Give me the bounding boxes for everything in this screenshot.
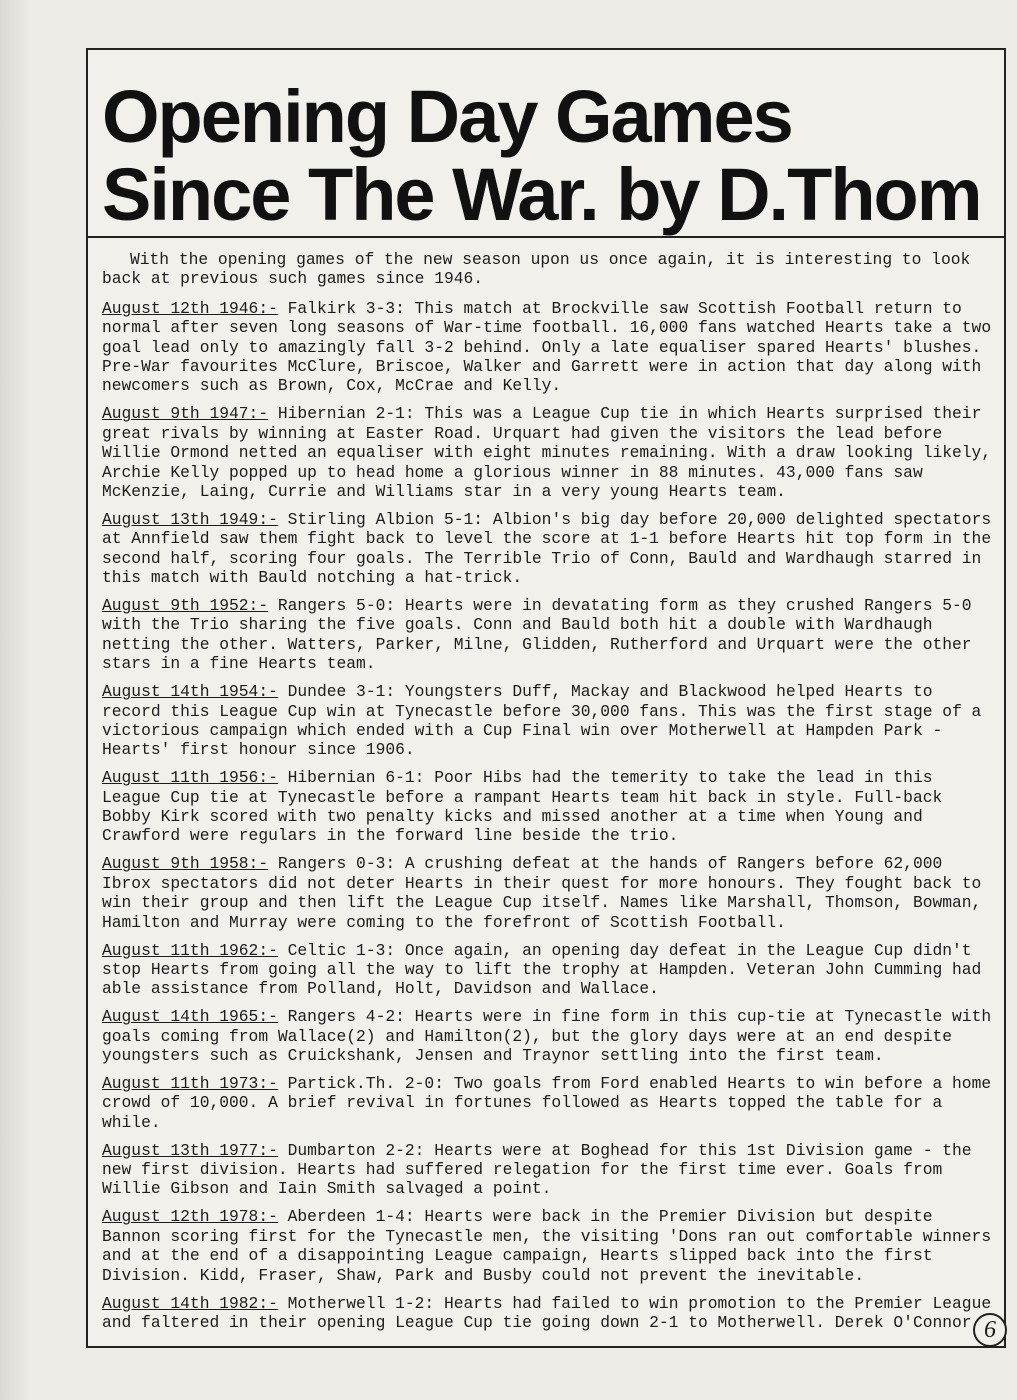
article-body (102, 250, 998, 1346)
match-date: August 14th 1965:- (102, 1007, 278, 1027)
match-text: Motherwell 1-2: Hearts had failed to win promotion to the Premier League and faltered in their opening League Cup tie going down 2-1 to Motherwell. Derek O'Connor (102, 1293, 992, 1332)
match-date: August 9th 1952:- (102, 596, 269, 615)
match-text: Rangers 4-2: Hearts were in fine form in this cup-tie at Tynecastle with goals coming from Wallace(2) and Hamilton(2), but the glory days were at an end despite youngsters such as Cruickshank, Jensen and Traynor settling into the first team. (102, 1007, 992, 1066)
title-line-2: Since The War. by D.Thom (102, 153, 981, 236)
match-text: Stirling Albion 5-1: Albion's big day before 20,000 delighted spectators at Annfield saw them fight back to level the score at 1-1 before Hearts hit top form in the second half, scoring four goals. The Terrible Trio of Conn, Bauld and Wardhaugh starred in this match with Bauld notching a hat-trick. (102, 509, 992, 588)
match-date: August 11th 1973:- (102, 1073, 278, 1093)
match-date: August 9th 1947:- (102, 404, 269, 424)
page-edge-shadow (0, 0, 30, 1400)
match-date: August 11th 1956:- (102, 768, 278, 788)
match-entry (102, 1074, 998, 1132)
match-text: Dumbarton 2-2: Hearts were at Boghead for this 1st Division game - the new first division. Hearts had suffered relegation for the first time ever. Goals from Willie Gibson and Iain Smith salvaged a point. (102, 1140, 972, 1199)
match-text: Partick.Th. 2-0: Two goals from Ford enabled Hearts to win before a home crowd of 10,000. A brief revival in fortunes followed as Hearts topped the table for a while. (102, 1073, 992, 1132)
match-entry (102, 768, 998, 846)
intro-paragraph: With the opening games of the new season upon us once again, it is interesting to look back at previous such games since 1946. (102, 250, 981, 289)
match-entry (102, 1207, 998, 1285)
match-date: August 9th 1958:- (102, 854, 269, 874)
match-date: August 13th 1949:- (102, 509, 278, 529)
title-box (88, 50, 1004, 238)
match-entry (102, 1294, 998, 1333)
match-entry (102, 941, 998, 999)
match-entry (102, 854, 998, 932)
match-date: August 14th 1982:- (102, 1293, 278, 1313)
match-text: Rangers 5-0: Hearts were in devatating form as they crushed Rangers 5-0 with the Trio sharing the five goals. Conn and Bauld both hit a double with Wardhaugh netting the other. Watters, Parker, Milne, Glidden, Rutherford and Urquart were the other stars in a fine Hearts team. (102, 596, 972, 674)
match-text: Rangers 0-3: A crushing defeat at the hands of Rangers before 62,000 Ibrox spectators did not deter Hearts in their quest for more honours. They fought back to win their group and then lift the League Cup itself. Names like Marshall, Thomson, Bowman, Hamilton and Murray were coming to the forefront of Scottish Football. (102, 854, 982, 932)
match-text: Hibernian 6-1: Poor Hibs had the temerity to take the lead in this League Cup tie at Tynecastle before a rampant Hearts team hit back in style. Full-back Bobby Kirk scored with two penalty kicks and missed another at a time when Young and Crawford were regulars in the forward line beside the trio. (102, 768, 943, 846)
match-text: Falkirk 3-3: This match at Brockville saw Scottish Football return to normal after seven long seasons of War-time football. 16,000 fans watched Hearts take a two goal lead only to amazingly fall 3-2 behind. Only a late equaliser spared Hearts' blushes. Pre-War favourites McClure, Briscoe, Walker and Garrett were in action that day along with newcomers such as Brown, Cox, McCrae and Kelly. (102, 298, 992, 396)
title-line-1: Opening Day Games (102, 75, 792, 158)
match-text: Dundee 3-1: Youngsters Duff, Mackay and Blackwood helped Hearts to record this League Cup win at Tynecastle before 30,000 fans. This was the first stage of a victorious campaign which ended with a Cup Final win over Motherwell at Hampden Park - Hearts' first honour since 1906. (102, 682, 982, 760)
match-text: Hibernian 2-1: This was a League Cup tie in which Hearts surprised their great rivals by winning at Easter Road. Urquart had given the visitors the lead before Willie Ormond netted an equaliser with eight minutes remaining. With a draw looking likely, Archie Kelly popped up to head home a glorious winner in 88 minutes. 43,000 fans saw McKenzie, Laing, Currie and Williams star in a very young Hearts team. (102, 404, 992, 501)
match-entry (102, 682, 998, 760)
match-entry (102, 1141, 998, 1199)
match-text: Aberdeen 1-4: Hearts were back in the Premier Division but despite Bannon scoring first for the Tynecastle men, the visiting 'Dons ran out comfortable winners and at the end of a disappointing League campaign, Hearts slipped back into the first Division. Kidd, Fraser, Shaw, Park and Busby could not prevent the inevitable. (102, 1207, 992, 1285)
match-text: Celtic 1-3: Once again, an opening day defeat in the League Cup didn't stop Hearts from going all the way to lift the trophy at Hampden. Veteran John Cumming had able assistance from Polland, Holt, Davidson and Wallace. (102, 940, 982, 999)
match-entry (102, 404, 998, 501)
article-frame (86, 48, 1006, 1348)
match-date: August 14th 1954:- (102, 682, 278, 702)
match-date: August 12th 1946:- (102, 298, 278, 318)
match-entry (102, 596, 998, 674)
match-entry (102, 510, 998, 588)
match-date: August 11th 1962:- (102, 940, 278, 960)
page-number: 6 (973, 1313, 1007, 1347)
match-date: August 13th 1977:- (102, 1140, 278, 1160)
match-entry (102, 299, 998, 396)
match-entry (102, 1007, 998, 1065)
match-date: August 12th 1978:- (102, 1207, 278, 1227)
